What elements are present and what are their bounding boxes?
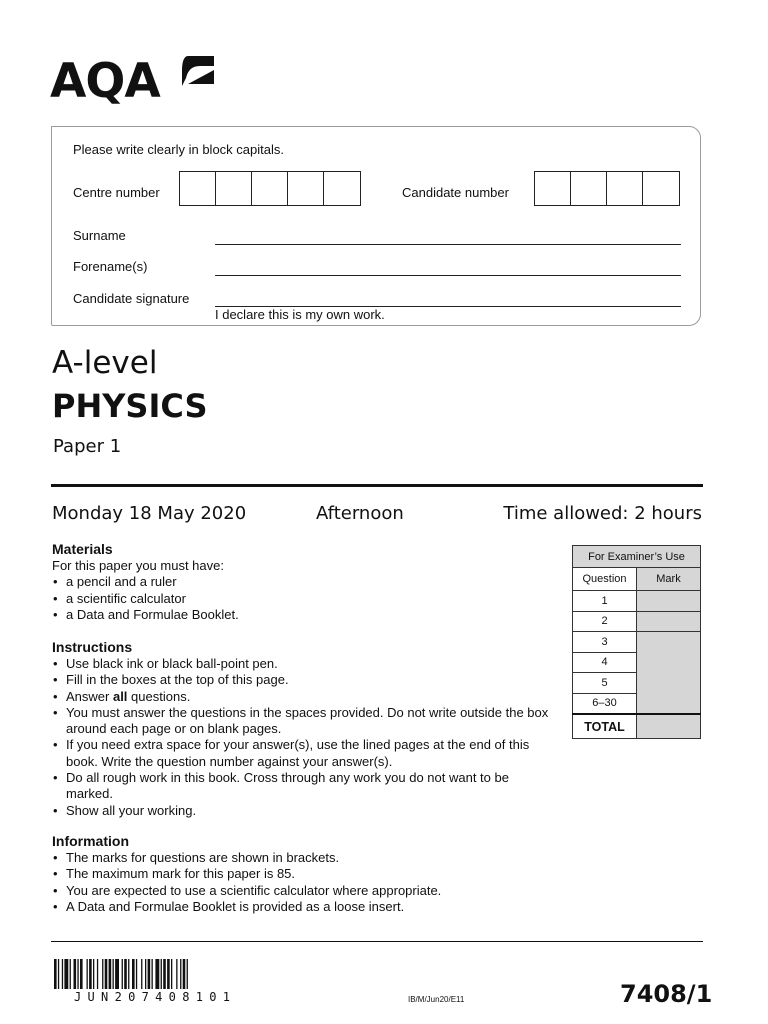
mark-column-header: Mark [637,568,701,591]
candidate-digit-box[interactable] [607,172,643,205]
question-number: 1 [573,591,637,612]
surname-line[interactable] [215,244,681,245]
centre-digit-box[interactable] [288,172,324,205]
materials-section [52,541,552,623]
mark-cell [637,611,701,632]
subject-title: PHYSICS [52,387,208,425]
forename-line[interactable] [215,275,681,276]
list-item: • a scientific calculator [52,591,552,607]
block-capitals-instruction: Please write clearly in block capitals. [73,142,284,157]
total-label: TOTAL [573,714,637,739]
signature-label: Candidate signature [73,291,190,306]
total-mark-cell [637,714,701,739]
question-number: 3 [573,632,637,653]
question-number: 5 [573,673,637,694]
mark-cell [637,632,701,715]
list-item: • You are expected to use a scientific calculator where appropriate. [52,883,552,899]
aqa-flag-icon [178,54,216,94]
aqa-logo [50,52,220,112]
instructions-list [52,656,552,819]
information-list [52,850,552,915]
candidate-details-box [51,126,701,326]
examiner-table-title: For Examiner’s Use [573,546,701,568]
centre-digit-box[interactable] [324,172,360,205]
list-item: • You must answer the questions in the spaces provided. Do not write outside the box around each page or on blank pages. [52,705,552,738]
time-allowed: Time allowed: 2 hours [503,503,702,524]
exam-session: Afternoon [316,503,404,524]
question-number: 6–30 [573,693,637,714]
information-section [52,833,552,915]
footer-rule [51,941,703,942]
list-item: • Fill in the boxes at the top of this page. [52,672,552,688]
information-heading: Information [52,833,129,849]
instructions-heading: Instructions [52,639,133,655]
list-item: • Answer all questions. [52,689,552,705]
list-item: • The marks for questions are shown in brackets. [52,850,552,866]
centre-digit-box[interactable] [180,172,216,205]
paper-code: 7408/1 [620,980,713,1008]
candidate-digit-box[interactable] [643,172,679,205]
materials-heading: Materials [52,541,113,557]
materials-list [52,574,552,623]
list-item: • a Data and Formulae Booklet. [52,607,552,623]
document-code: IB/M/Jun20/E11 [408,995,465,1004]
question-number: 2 [573,611,637,632]
exam-date: Monday 18 May 2020 [52,503,247,524]
centre-digit-box[interactable] [252,172,288,205]
examiner-use-table [572,545,701,739]
declaration-text: I declare this is my own work. [215,307,385,322]
candidate-number-label: Candidate number [402,185,509,200]
list-item: • Do all rough work in this book. Cross through any work you do not want to be marked. [52,770,552,803]
question-number: 4 [573,652,637,673]
list-item: • A Data and Formulae Booklet is provided as a loose insert. [52,899,552,915]
mark-cell [637,591,701,612]
logo-text: AQA [50,54,160,109]
list-item: • Use black ink or black ball-point pen. [52,656,552,672]
barcode-number: JUN207408101 [74,990,237,1004]
candidate-number-boxes[interactable] [534,171,680,206]
header-rule [51,484,703,487]
surname-label: Surname [73,228,126,243]
centre-digit-box[interactable] [216,172,252,205]
centre-number-boxes[interactable] [179,171,361,206]
centre-number-label: Centre number [73,185,160,200]
list-item: • Show all your working. [52,803,552,819]
instructions-section [52,639,552,819]
list-item: • a pencil and a ruler [52,574,552,590]
list-item: • If you need extra space for your answer(s), use the lined pages at the end of this book. Write the question number against your answer(s). [52,737,552,770]
candidate-digit-box[interactable] [571,172,607,205]
materials-intro: For this paper you must have: [52,558,224,573]
question-column-header: Question [573,568,637,591]
qualification-level: A-level [52,345,158,381]
candidate-digit-box[interactable] [535,172,571,205]
barcode-icon [54,959,300,989]
paper-number: Paper 1 [53,436,122,457]
list-item: • The maximum mark for this paper is 85. [52,866,552,882]
forename-label: Forename(s) [73,259,148,274]
